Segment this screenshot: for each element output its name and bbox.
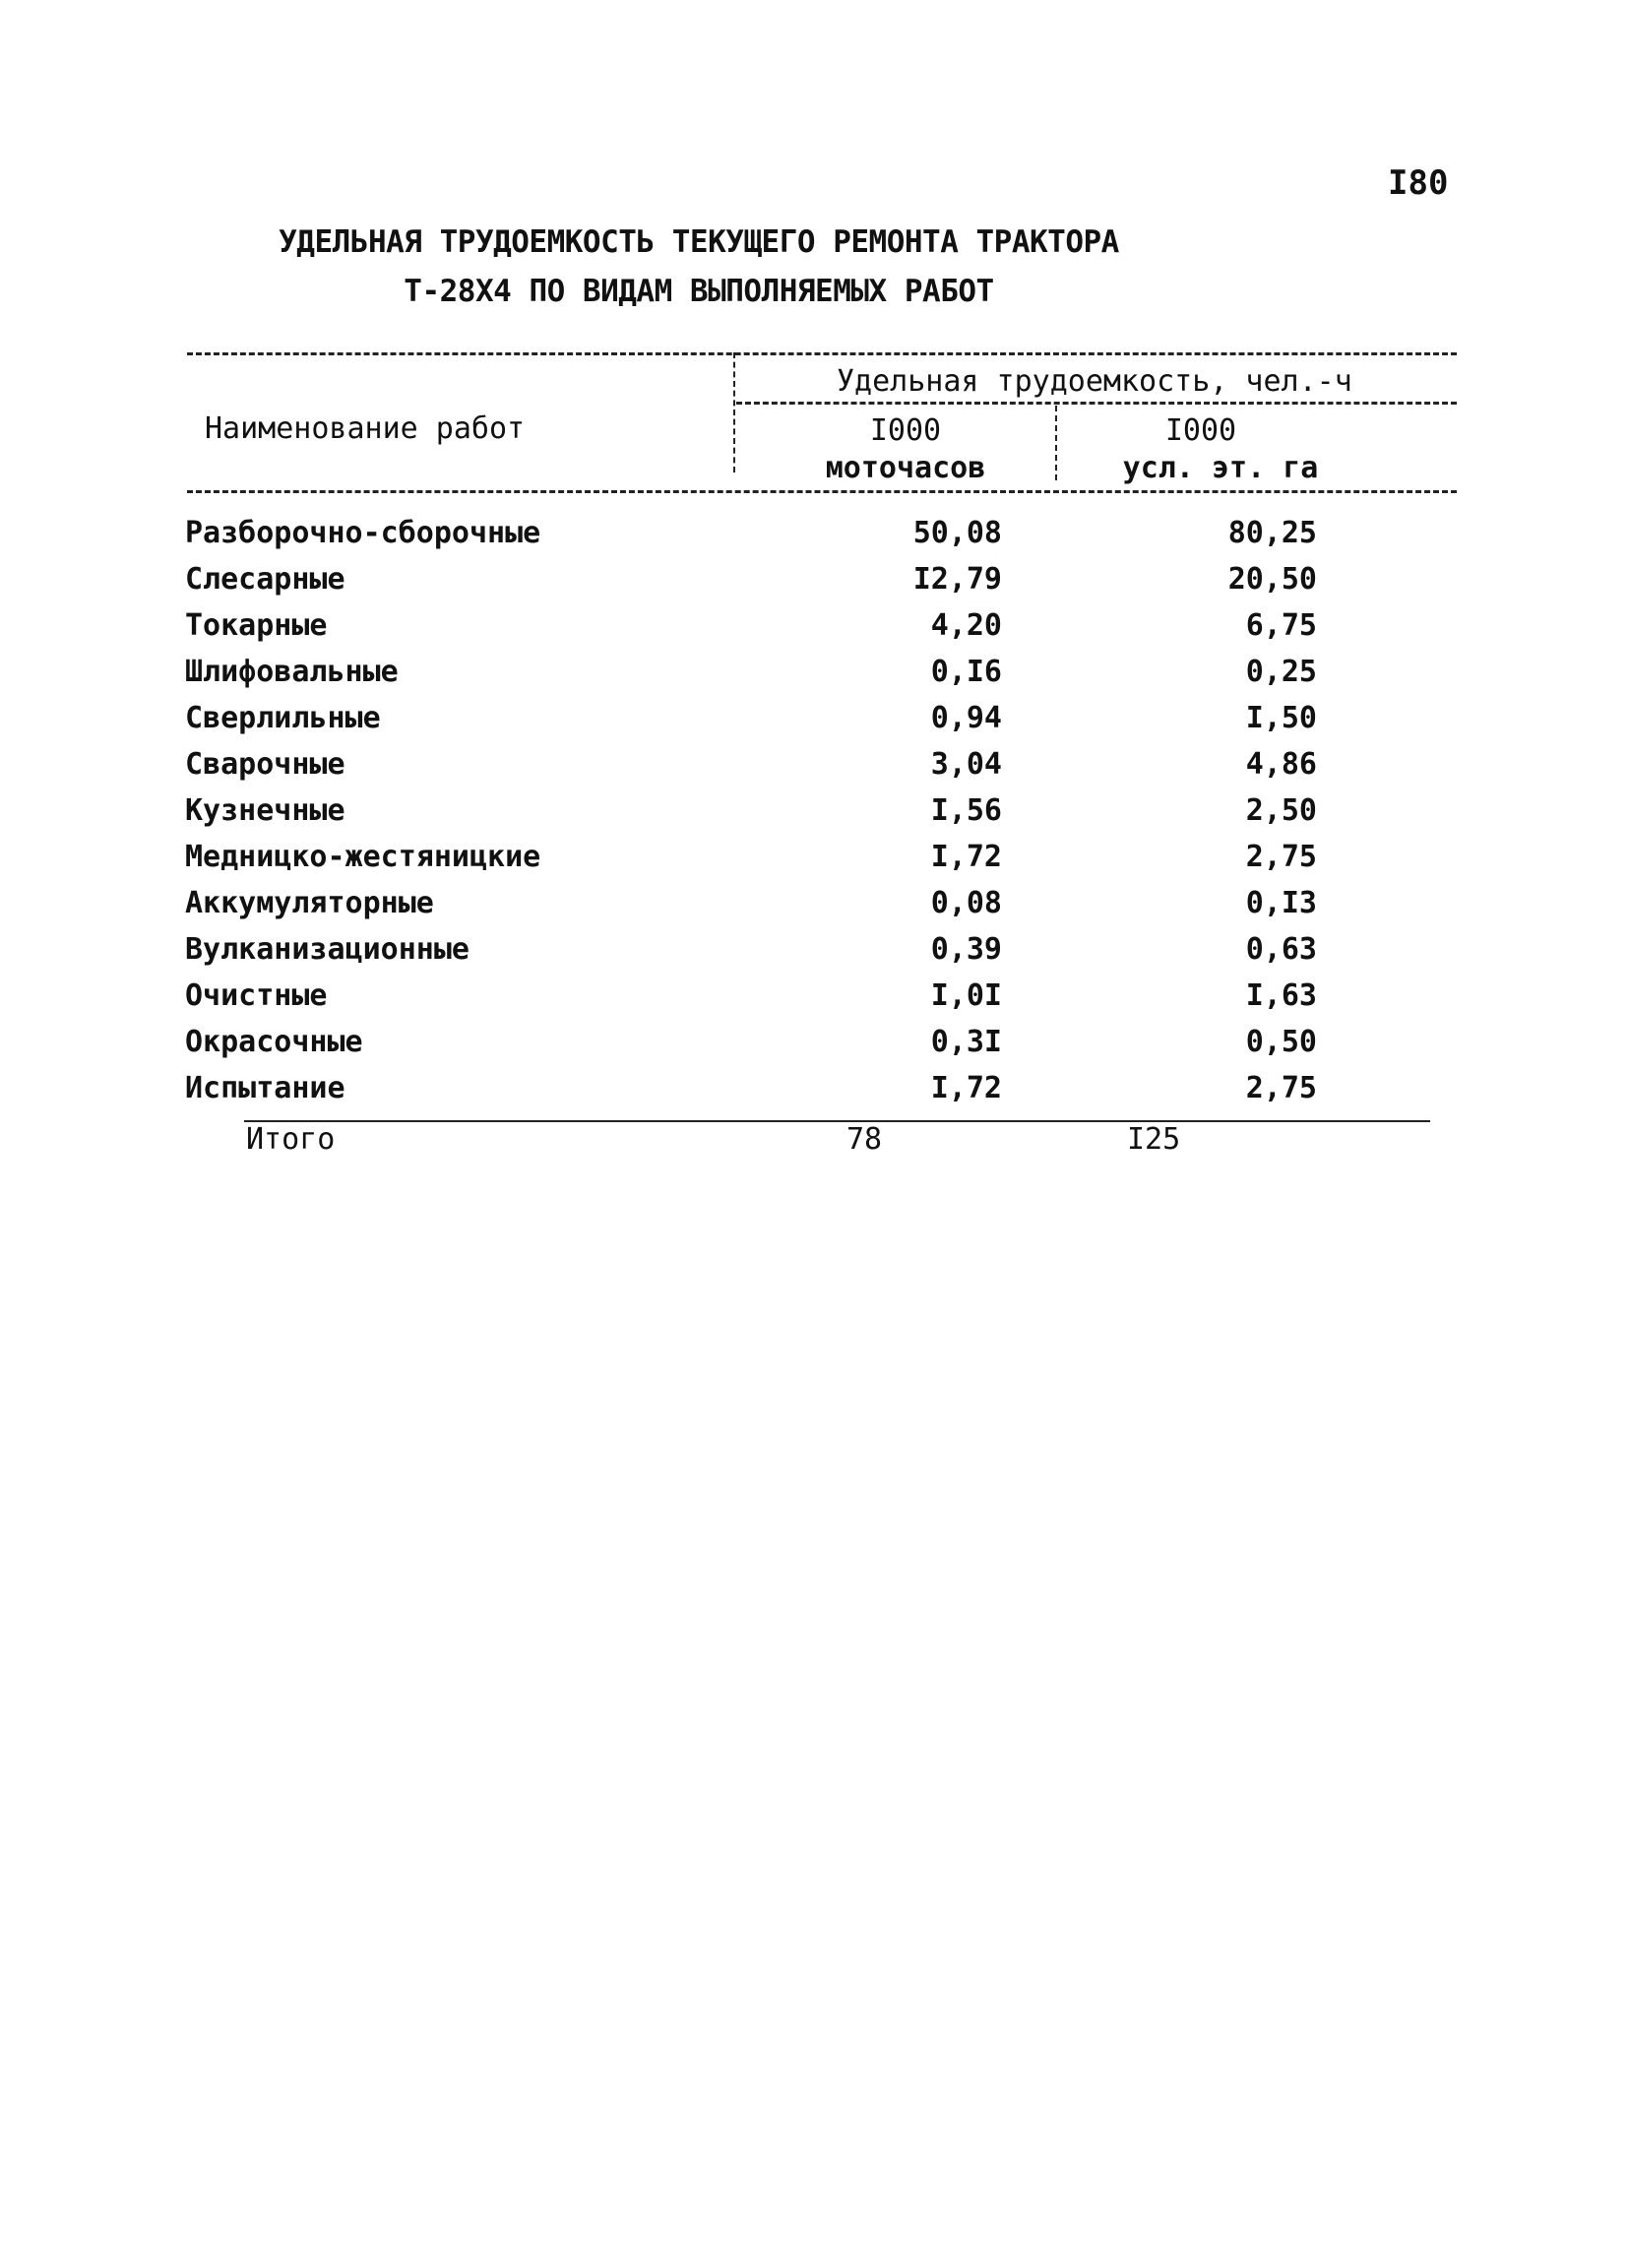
row-value-hectares: 2,75 <box>1245 1071 1317 1105</box>
row-name: Сверлильные <box>185 701 381 735</box>
row-value-motohours: 0,94 <box>930 701 1002 735</box>
total-rule <box>244 1120 1430 1122</box>
header-group-label: Удельная трудоемкость, чел.-ч <box>837 364 1352 399</box>
table-row <box>185 516 1366 562</box>
row-value-hectares: I,50 <box>1245 701 1317 735</box>
table-row <box>185 840 1366 886</box>
row-value-hectares: 20,50 <box>1227 562 1317 597</box>
row-name: Разборочно-сборочные <box>185 516 541 550</box>
header-col2-line1: I000 <box>1164 413 1237 448</box>
header-work-name: Наименование работ <box>205 411 526 446</box>
header-group-underline <box>736 402 1457 405</box>
row-name: Окрасочные <box>185 1025 363 1059</box>
row-name: Медницко-жестяницкие <box>185 840 541 874</box>
document-title-line2: Т-28Х4 ПО ВИДАМ ВЫПОЛНЯЕМЫХ РАБОТ <box>404 274 994 309</box>
row-value-hectares: 2,50 <box>1245 793 1317 828</box>
row-name: Аккумуляторные <box>185 886 434 920</box>
row-value-motohours: 0,3I <box>930 1025 1002 1059</box>
table-row <box>185 978 1366 1025</box>
row-value-hectares: 0,50 <box>1245 1025 1317 1059</box>
row-name: Шлифовальные <box>185 655 399 689</box>
row-value-hectares: 2,75 <box>1245 840 1317 874</box>
row-value-motohours: I,56 <box>930 793 1002 828</box>
table-row <box>185 886 1366 932</box>
table-row <box>185 608 1366 655</box>
header-vertical-divider-left <box>733 352 735 472</box>
row-value-motohours: I,72 <box>930 1071 1002 1105</box>
table-row <box>185 655 1366 701</box>
table-body <box>185 516 1366 1117</box>
row-value-hectares: 6,75 <box>1245 608 1317 643</box>
row-name: Сварочные <box>185 747 345 782</box>
row-value-hectares: 0,I3 <box>1245 886 1317 920</box>
row-name: Токарные <box>185 608 328 643</box>
row-name: Очистные <box>185 978 328 1013</box>
header-col1-line2: моточасов <box>825 451 986 485</box>
total-value-hectares: I25 <box>1127 1122 1181 1157</box>
row-value-motohours: 0,I6 <box>930 655 1002 689</box>
header-col1-line1: I000 <box>869 413 942 448</box>
row-value-hectares: I,63 <box>1245 978 1317 1013</box>
row-value-motohours: 3,04 <box>930 747 1002 782</box>
table-row <box>185 793 1366 840</box>
row-value-motohours: I,72 <box>930 840 1002 874</box>
table-row <box>185 562 1366 608</box>
table-row <box>185 1071 1366 1117</box>
row-value-motohours: 50,08 <box>912 516 1002 550</box>
header-col2-line2: усл. эт. га <box>1122 451 1319 485</box>
row-value-hectares: 4,86 <box>1245 747 1317 782</box>
table-row <box>185 1025 1366 1071</box>
table-top-rule <box>187 352 1457 355</box>
table-row <box>185 747 1366 793</box>
row-name: Испытание <box>185 1071 345 1105</box>
header-vertical-divider-mid <box>1055 406 1057 480</box>
row-value-hectares: 0,25 <box>1245 655 1317 689</box>
page-number: I80 <box>1388 163 1449 203</box>
row-value-motohours: I,0I <box>930 978 1002 1013</box>
total-value-motohours: 78 <box>846 1122 883 1157</box>
row-value-motohours: I2,79 <box>912 562 1002 597</box>
row-value-motohours: 0,08 <box>930 886 1002 920</box>
row-name: Вулканизационные <box>185 932 470 967</box>
header-bottom-rule <box>187 490 1457 493</box>
row-name: Слесарные <box>185 562 345 597</box>
document-title-line1: УДЕЛЬНАЯ ТРУДОЕМКОСТЬ ТЕКУЩЕГО РЕМОНТА ТРАКТОРА <box>279 224 1119 260</box>
row-value-motohours: 4,20 <box>930 608 1002 643</box>
table-row <box>185 701 1366 747</box>
total-label: Итого <box>246 1122 336 1157</box>
row-value-motohours: 0,39 <box>930 932 1002 967</box>
row-value-hectares: 80,25 <box>1227 516 1317 550</box>
row-name: Кузнечные <box>185 793 345 828</box>
table-row <box>185 932 1366 978</box>
row-value-hectares: 0,63 <box>1245 932 1317 967</box>
